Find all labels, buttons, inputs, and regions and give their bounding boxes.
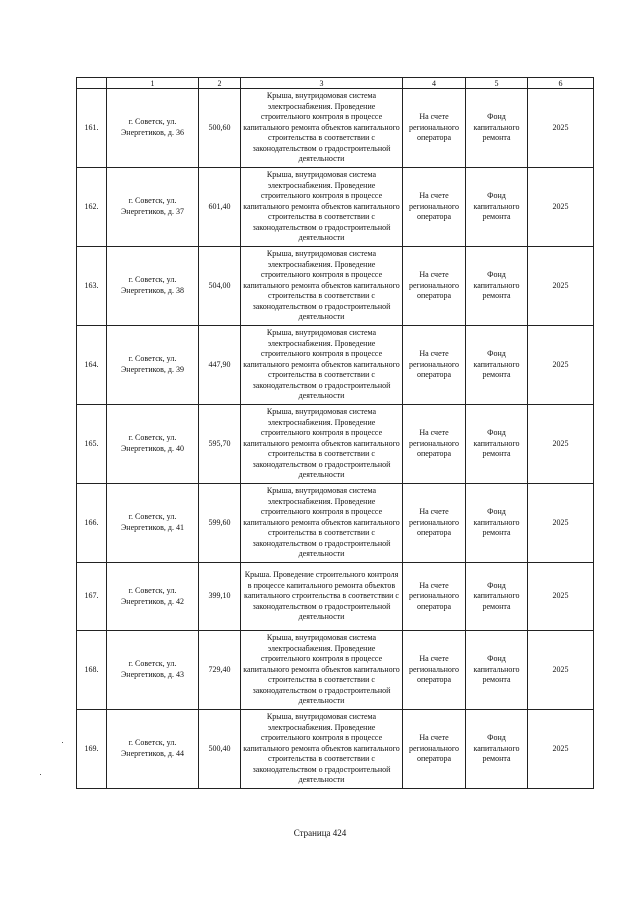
- year-cell: 2025: [528, 89, 594, 168]
- work-cell: Крыша, внутридомовая система электроснабжения. Проведение строительного контроля в процессе капитального ремонта объектов капитального строительства в соответствии с законодательством о градостроительной деятельности: [241, 710, 403, 789]
- row-number: 165.: [77, 405, 107, 484]
- row-number: 161.: [77, 89, 107, 168]
- source-cell: Фонд капитального ремонта: [466, 563, 528, 631]
- work-cell: Крыша, внутридомовая система электроснабжения. Проведение строительного контроля в процессе капитального ремонта объектов капитального строительства в соответствии с законодательством о градостроительной деятельности: [241, 326, 403, 405]
- address-cell: г. Советск, ул. Энергетиков, д. 36: [107, 89, 199, 168]
- header-col-3: 3: [241, 78, 403, 89]
- area-cell: 729,40: [199, 631, 241, 710]
- year-cell: 2025: [528, 631, 594, 710]
- row-number: 164.: [77, 326, 107, 405]
- source-cell: Фонд капитального ремонта: [466, 89, 528, 168]
- table-row: [77, 631, 594, 710]
- table-row: [77, 247, 594, 326]
- table-row: [77, 484, 594, 563]
- header-col-6: 6: [528, 78, 594, 89]
- work-cell: Крыша, внутридомовая система электроснабжения. Проведение строительного контроля в процессе капитального ремонта объектов капитального строительства в соответствии с законодательством о градостроительной деятельности: [241, 484, 403, 563]
- work-cell: Крыша, внутридомовая система электроснабжения. Проведение строительного контроля в процессе капитального ремонта объектов капитального строительства в соответствии с законодательством о градостроительной деятельности: [241, 405, 403, 484]
- area-cell: 595,70: [199, 405, 241, 484]
- header-col-1: 1: [107, 78, 199, 89]
- year-cell: 2025: [528, 326, 594, 405]
- source-cell: Фонд капитального ремонта: [466, 631, 528, 710]
- source-cell: Фонд капитального ремонта: [466, 247, 528, 326]
- address-cell: г. Советск, ул. Энергетиков, д. 40: [107, 405, 199, 484]
- header-col-5: 5: [466, 78, 528, 89]
- address-cell: г. Советск, ул. Энергетиков, д. 42: [107, 563, 199, 631]
- account-cell: На счете регионального оператора: [403, 326, 466, 405]
- source-cell: Фонд капитального ремонта: [466, 405, 528, 484]
- source-cell: Фонд капитального ремонта: [466, 484, 528, 563]
- account-cell: На счете регионального оператора: [403, 168, 466, 247]
- account-cell: На счете регионального оператора: [403, 710, 466, 789]
- row-number: 162.: [77, 168, 107, 247]
- scan-speck: [62, 742, 63, 743]
- source-cell: Фонд капитального ремонта: [466, 326, 528, 405]
- work-cell: Крыша, внутридомовая система электроснабжения. Проведение строительного контроля в процессе капитального ремонта объектов капитального строительства в соответствии с законодательством о градостроительной деятельности: [241, 89, 403, 168]
- area-cell: 504,00: [199, 247, 241, 326]
- row-number: 167.: [77, 563, 107, 631]
- area-cell: 500,40: [199, 710, 241, 789]
- area-cell: 601,40: [199, 168, 241, 247]
- year-cell: 2025: [528, 710, 594, 789]
- address-cell: г. Советск, ул. Энергетиков, д. 38: [107, 247, 199, 326]
- table-row: [77, 405, 594, 484]
- header-row-number-cell: [77, 78, 107, 89]
- table-row: [77, 168, 594, 247]
- account-cell: На счете регионального оператора: [403, 89, 466, 168]
- work-cell: Крыша, внутридомовая система электроснабжения. Проведение строительного контроля в процессе капитального ремонта объектов капитального строительства в соответствии с законодательством о градостроительной деятельности: [241, 168, 403, 247]
- source-cell: Фонд капитального ремонта: [466, 168, 528, 247]
- row-number: 168.: [77, 631, 107, 710]
- area-cell: 447,90: [199, 326, 241, 405]
- header-col-4: 4: [403, 78, 466, 89]
- area-cell: 599,60: [199, 484, 241, 563]
- address-cell: г. Советск, ул. Энергетиков, д. 41: [107, 484, 199, 563]
- area-cell: 399,10: [199, 563, 241, 631]
- year-cell: 2025: [528, 247, 594, 326]
- year-cell: 2025: [528, 563, 594, 631]
- account-cell: На счете регионального оператора: [403, 484, 466, 563]
- table-row: [77, 710, 594, 789]
- address-cell: г. Советск, ул. Энергетиков, д. 44: [107, 710, 199, 789]
- account-cell: На счете регионального оператора: [403, 631, 466, 710]
- row-number: 163.: [77, 247, 107, 326]
- account-cell: На счете регионального оператора: [403, 247, 466, 326]
- table-row: [77, 563, 594, 631]
- row-number: 166.: [77, 484, 107, 563]
- address-cell: г. Советск, ул. Энергетиков, д. 39: [107, 326, 199, 405]
- table-row: [77, 326, 594, 405]
- year-cell: 2025: [528, 484, 594, 563]
- column-number-row: [77, 78, 594, 89]
- account-cell: На счете регионального оператора: [403, 563, 466, 631]
- year-cell: 2025: [528, 405, 594, 484]
- work-cell: Крыша, внутридомовая система электроснабжения. Проведение строительного контроля в процессе капитального ремонта объектов капитального строительства в соответствии с законодательством о градостроительной деятельности: [241, 247, 403, 326]
- address-cell: г. Советск, ул. Энергетиков, д. 43: [107, 631, 199, 710]
- year-cell: 2025: [528, 168, 594, 247]
- page-number: Страница 424: [293, 828, 347, 838]
- repair-schedule-table: [76, 77, 594, 789]
- table-body: [77, 89, 594, 789]
- table-row: [77, 89, 594, 168]
- work-cell: Крыша. Проведение строительного контроля в процессе капитального ремонта объектов капитального строительства в соответствии с законодательством о градостроительной деятельности: [241, 563, 403, 631]
- row-number: 169.: [77, 710, 107, 789]
- header-col-2: 2: [199, 78, 241, 89]
- source-cell: Фонд капитального ремонта: [466, 710, 528, 789]
- area-cell: 500,60: [199, 89, 241, 168]
- scan-speck: [40, 774, 41, 775]
- work-cell: Крыша, внутридомовая система электроснабжения. Проведение строительного контроля в процессе капитального ремонта объектов капитального строительства в соответствии с законодательством о градостроительной деятельности: [241, 631, 403, 710]
- address-cell: г. Советск, ул. Энергетиков, д. 37: [107, 168, 199, 247]
- account-cell: На счете регионального оператора: [403, 405, 466, 484]
